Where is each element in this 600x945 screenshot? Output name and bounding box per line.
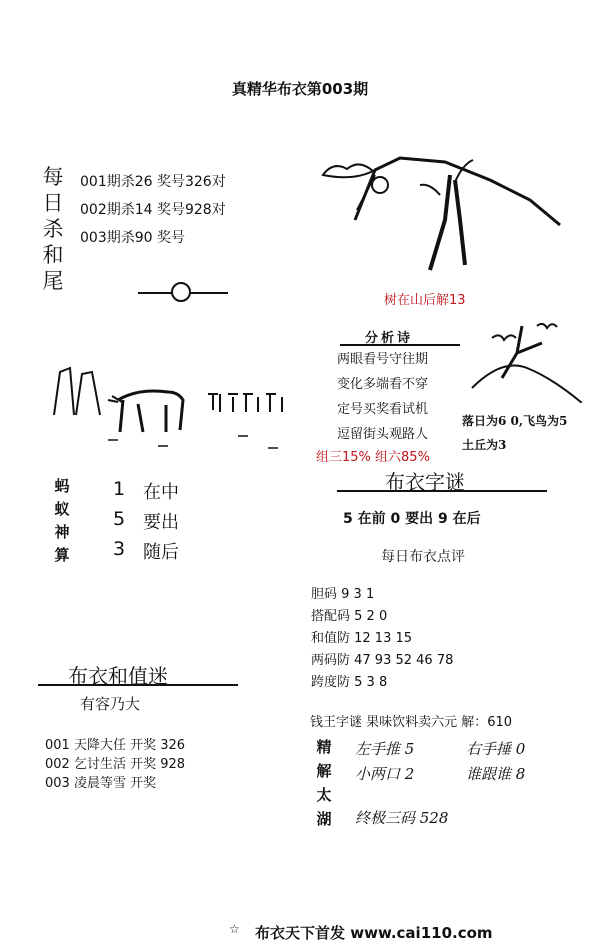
value-riddle-subtitle: 有容乃大 xyxy=(80,695,141,713)
label-char: 精 xyxy=(316,738,332,756)
label-char: 每 xyxy=(42,165,64,189)
bird-note-line: 落日为6 0,飞鸟为5 xyxy=(462,414,568,428)
label-char: 算 xyxy=(54,546,70,564)
ant-calc-label xyxy=(50,475,74,567)
poem-line: 两眼看号守往期 xyxy=(337,352,429,367)
kill-line-3: 003期杀90 奖号 xyxy=(80,230,185,246)
mountain-tree-illustration xyxy=(315,150,565,280)
jing-item: 小两口 2 xyxy=(355,765,415,783)
value-riddle-underline xyxy=(38,683,238,687)
value-riddle-heading: 布衣和值迷 xyxy=(68,664,168,688)
kill-line-2: 002期杀14 奖号928对 xyxy=(80,202,226,218)
word-riddle-underline xyxy=(337,489,547,493)
review-row: 搭配码 5 2 0 xyxy=(311,609,388,624)
review-row: 和值防 12 13 15 xyxy=(311,631,413,646)
poem-title-underline xyxy=(340,343,460,347)
group-percent-note: 组三15% 组六85% xyxy=(316,450,430,465)
poem-line: 逗留街头观路人 xyxy=(337,427,429,442)
word-riddle-answer: 5 在前 0 要出 9 在后 xyxy=(343,511,481,527)
ant-num: 5 xyxy=(113,508,126,530)
footer-text: 布衣天下首发 www.cai110.com xyxy=(255,924,493,942)
mountain-caption: 树在山后解13 xyxy=(384,293,466,308)
value-riddle-row: 001 天降大任 开奖 326 xyxy=(45,738,186,753)
review-row: 跨度防 5 3 8 xyxy=(311,675,388,690)
ant-text: 随后 xyxy=(143,542,179,563)
kill-line-1: 001期杀26 奖号326对 xyxy=(80,174,226,190)
jing-item: 左手推 5 xyxy=(355,740,415,758)
ox-field-illustration xyxy=(48,360,298,460)
label-char: 蚂 xyxy=(54,477,70,495)
ant-num: 3 xyxy=(113,538,126,560)
ant-text: 要出 xyxy=(143,512,179,533)
label-char: 解 xyxy=(316,762,332,780)
value-riddle-row: 003 凌晨等雪 开奖 xyxy=(45,776,157,791)
label-char: 尾 xyxy=(42,269,64,293)
value-riddle-row: 002 乞讨生活 开奖 928 xyxy=(45,757,186,772)
review-row: 胆码 9 3 1 xyxy=(311,587,375,602)
label-char: 神 xyxy=(54,523,70,541)
page-title: 真精华布衣第003期 xyxy=(231,80,369,98)
ant-num: 1 xyxy=(113,478,126,500)
label-char: 杀 xyxy=(42,217,64,241)
daily-review-heading: 每日布衣点评 xyxy=(381,549,465,565)
qianwang-riddle: 钱王字谜 果味饮料卖六元 解：610 xyxy=(310,715,513,730)
label-char: 和 xyxy=(42,243,64,267)
sun-illustration xyxy=(138,278,228,308)
birds-hill-illustration xyxy=(462,318,582,403)
poem-title: 分析诗 xyxy=(365,331,414,346)
label-char: 太 xyxy=(316,786,332,804)
jing-item: 右手捶 0 xyxy=(466,740,526,758)
jing-item: 谁跟谁 8 xyxy=(466,765,526,783)
jing-taihu-label xyxy=(314,735,334,831)
review-row: 两码防 47 93 52 46 78 xyxy=(311,653,454,668)
star-icon: ☆ xyxy=(229,922,240,936)
bird-note-line: 土丘为3 xyxy=(462,438,507,452)
label-char: 蚁 xyxy=(54,500,70,518)
label-char: 日 xyxy=(42,191,64,215)
label-char: 湖 xyxy=(316,810,332,828)
poem-line: 定号买奖看试机 xyxy=(337,402,429,417)
daily-kill-label xyxy=(40,164,66,294)
word-riddle-heading: 布衣字谜 xyxy=(385,470,465,494)
jing-item: 终极三码 528 xyxy=(355,809,449,827)
poem-line: 变化多端看不穿 xyxy=(337,377,429,392)
ant-text: 在中 xyxy=(143,482,179,503)
